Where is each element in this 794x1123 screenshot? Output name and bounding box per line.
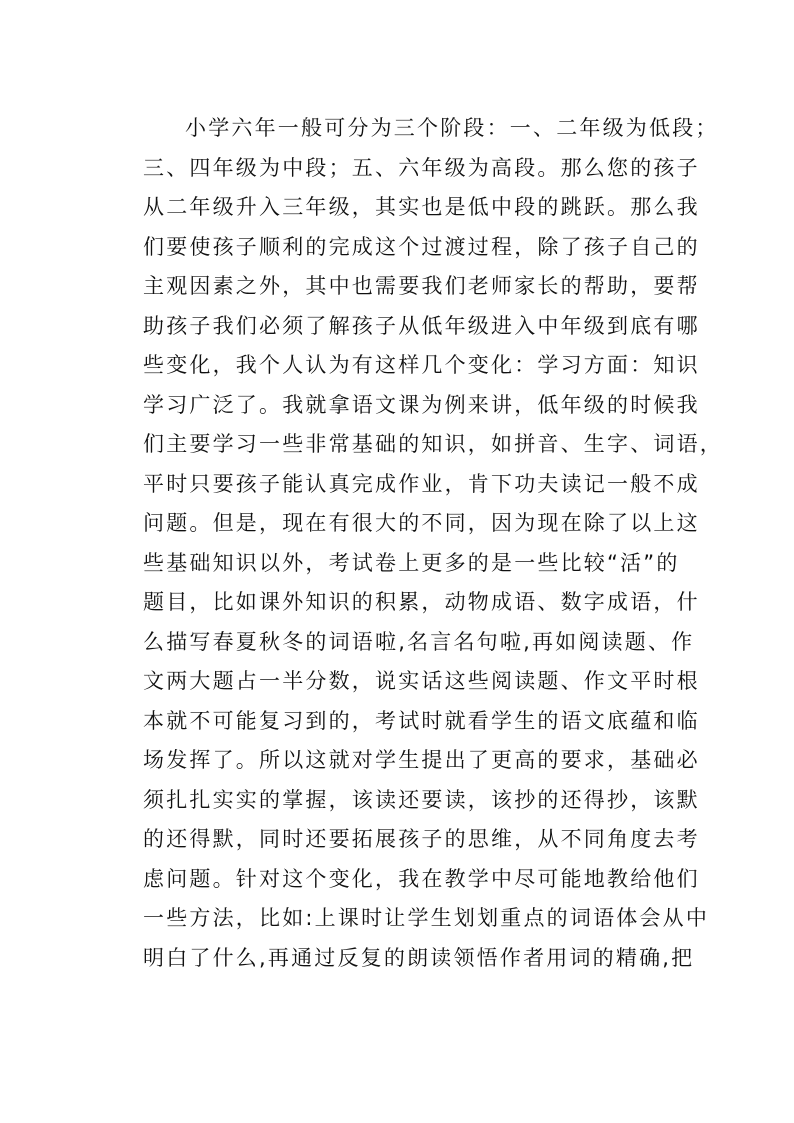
text-line: 助孩子我们必须了解孩子从低年级进入中年级到底有哪 [143, 313, 700, 338]
text-line: 们要使孩子顺利的完成这个过渡过程，除了孩子自己的 [143, 234, 700, 259]
text-line: 明白了什么,再通过反复的朗读领悟作者用词的精确,把 [143, 945, 695, 970]
text-line: 小学六年一般可分为三个阶段：一、二年级为低段； [185, 116, 719, 140]
text-line: 平时只要孩子能认真完成作业，肯下功夫读记一般不成 [143, 471, 700, 496]
text-line: 三、四年级为中段；五、六年级为高段。那么您的孩子 [143, 155, 700, 180]
text-line: 些变化，我个人认为有这样几个变化：学习方面：知识 [143, 353, 700, 377]
text-line: 文两大题占一半分数，说实话这些阅读题、作文平时根 [143, 669, 700, 693]
text-line: 些基础知识以外，考试卷上更多的是一些比较“活”的 [143, 550, 680, 575]
text-line: 们主要学习一些非常基础的知识，如拼音、生字、词语， [143, 432, 723, 456]
text-line: 学习广泛了。我就拿语文课为例来讲，低年级的时候我 [143, 392, 700, 417]
text-line: 主观因素之外，其中也需要我们老师家长的帮助，要帮 [143, 274, 700, 298]
text-line: 虑问题。针对这个变化，我在教学中尽可能地教给他们 [143, 866, 700, 891]
text-line: 题目，比如课外知识的积累，动物成语、数字成语，什 [143, 590, 700, 614]
text-line: 须扎扎实实的掌握，该读还要读，该抄的还得抄，该默 [143, 787, 700, 812]
body-paragraph [143, 109, 723, 978]
text-line: 一些方法，比如:上课时让学生划划重点的词语体会从中 [143, 906, 710, 930]
text-line: 的还得默，同时还要拓展孩子的思维，从不同角度去考 [143, 827, 700, 851]
text-line: 从二年级升入三年级，其实也是低中段的跳跃。那么我 [143, 195, 700, 219]
text-line: 本就不可能复习到的，考试时就看学生的语文底蕴和临 [143, 708, 700, 733]
text-line: 问题。但是，现在有很大的不同，因为现在除了以上这 [143, 511, 700, 535]
text-line: 场发挥了。所以这就对学生提出了更高的要求，基础必 [143, 748, 700, 772]
text-line: 么描写春夏秋冬的词语啦,名言名句啦,再如阅读题、作 [143, 629, 695, 654]
